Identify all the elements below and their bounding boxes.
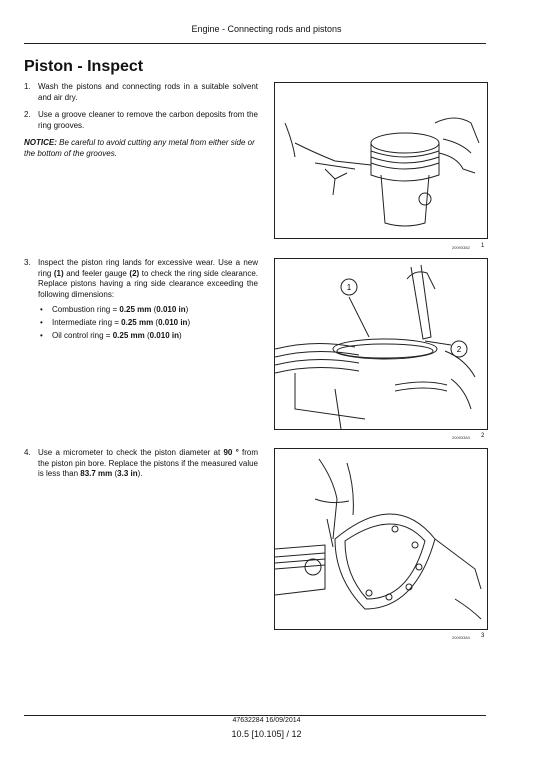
figure-1-code: 20093382: [452, 245, 470, 250]
figure-2: [274, 258, 488, 430]
figure-2-number: 2: [481, 433, 485, 439]
page-header: Engine - Connecting rods and pistons: [191, 24, 342, 34]
footer-rule: [24, 715, 486, 716]
header-rule: [24, 43, 486, 44]
notice: [24, 138, 258, 159]
ring-clearance-illustration: [275, 259, 487, 429]
figure-3: [274, 448, 488, 630]
list-item: • Oil control ring = 0.25 mm (0.010 in): [40, 331, 182, 340]
section-title: Piston - Inspect: [24, 58, 144, 75]
list-item: • Intermediate ring = 0.25 mm (0.010 in): [40, 318, 191, 327]
step-3: [24, 258, 258, 302]
document-number: 47632284 16/09/2014: [232, 717, 301, 724]
notice-text: Be careful to avoid cutting any metal from either side or the bottom of the grooves.: [24, 138, 255, 158]
list-item: • Combustion ring = 0.25 mm (0.010 in): [40, 305, 189, 314]
step-text: Inspect the piston ring lands for excessive wear. Use a new ring (1) and feeler gauge (2) to check the ring side clearance. Replace pistons having a ring side clearance exceeding the following dimensions:: [38, 258, 259, 299]
figure-1: [274, 82, 488, 239]
step-2: [24, 110, 258, 134]
notice-label: NOTICE:: [24, 138, 57, 147]
figure-3-number: 3: [481, 633, 485, 639]
step-number: 4.: [24, 448, 31, 457]
step-number: 3.: [24, 258, 31, 267]
page-number: 10.5 [10.105] / 12: [231, 729, 302, 739]
step-text: Wash the pistons and connecting rods in a suitable solvent and air dry.: [38, 82, 258, 102]
piston-groove-cleaner-illustration: [275, 83, 487, 238]
step-text: Use a micrometer to check the piston diameter at 90 ° from the piston pin bore. Replace the pistons if the measured value is less than 83.7 mm (3.3 in).: [38, 448, 258, 478]
callout-1-label: 1: [346, 283, 352, 292]
step-text: Use a groove cleaner to remove the carbon deposits from the ring grooves.: [38, 110, 258, 130]
step-1: [24, 82, 258, 106]
step-4: [24, 448, 258, 482]
figure-2-code: 20093383: [452, 435, 470, 440]
figure-1-number: 1: [481, 243, 485, 249]
step-number: 2.: [24, 110, 31, 119]
figure-3-code: 20093384: [452, 635, 470, 640]
micrometer-illustration: [275, 449, 487, 629]
callout-2-label: 2: [456, 345, 462, 354]
step-number: 1.: [24, 82, 31, 91]
ring-clearance-list: [38, 303, 258, 342]
